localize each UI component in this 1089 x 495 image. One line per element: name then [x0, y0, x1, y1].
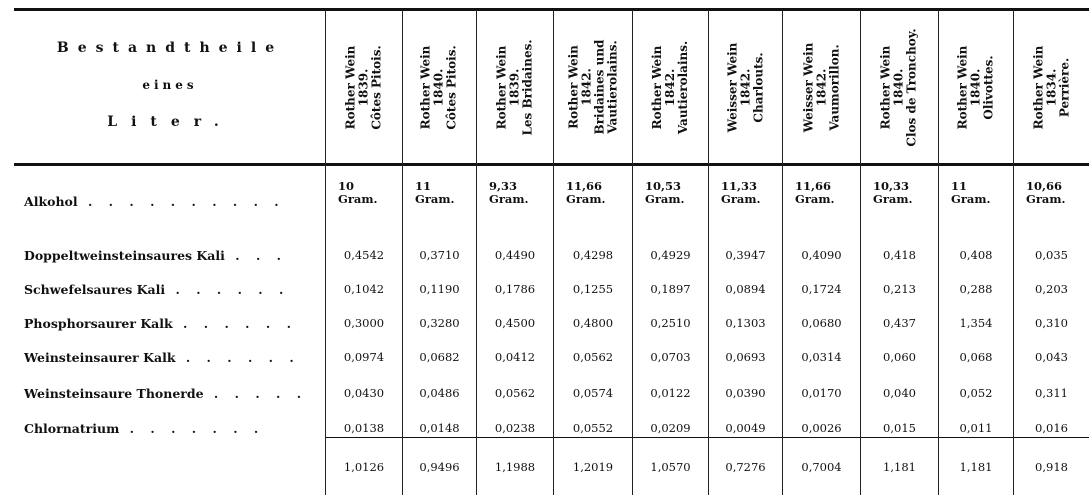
- column-header-line: Rother Wein: [879, 45, 894, 129]
- table-total-cell: 0,7276: [725, 460, 766, 474]
- table-cell: 0,0122: [650, 386, 691, 400]
- row-label: Weinsteinsaurer Kalk . . . . . .: [24, 350, 300, 365]
- table-cell: 0,011: [959, 421, 993, 435]
- table-cell: 0,4929: [650, 248, 691, 262]
- table-cell: 0,4090: [801, 248, 842, 262]
- table-cell: 0,310: [1035, 316, 1068, 330]
- table-cell: 0,4490: [494, 248, 536, 262]
- table-cell: 0,0209: [650, 421, 691, 435]
- table-cell: 0,3710: [419, 248, 460, 262]
- column-header: [554, 12, 632, 162]
- row-label: Schwefelsaures Kali . . . . . .: [24, 282, 290, 297]
- table-cell: 11,33 Gram.: [721, 179, 761, 206]
- table-cell: 0,437: [883, 316, 916, 330]
- table-cell: 0,288: [959, 282, 993, 296]
- column-header-line: Côtes Pitois.: [445, 44, 460, 130]
- table-cell: 0,068: [959, 350, 993, 364]
- totals-rule: [325, 437, 1089, 438]
- table-cell: 0,060: [883, 350, 916, 364]
- table-cell: 0,0314: [801, 350, 842, 364]
- header-label-line1: Bestandtheile: [56, 40, 284, 56]
- table-cell: 11 Gram.: [951, 179, 991, 206]
- column-header-line: Vautierolains.: [605, 40, 620, 134]
- table-total-cell: 1,181: [959, 460, 993, 474]
- table-cell: 0,0974: [343, 350, 385, 364]
- column-header-line: 1842.: [579, 68, 594, 106]
- table-cell: 0,1190: [419, 282, 460, 296]
- row-label: Chlornatrium . . . . . . .: [24, 421, 265, 436]
- table-cell: 0,0148: [419, 421, 460, 435]
- column-header-line: Rother Wein: [419, 45, 434, 129]
- table-cell: 0,0574: [572, 386, 614, 400]
- column-header: [709, 12, 782, 162]
- table-cell: 0,0562: [572, 350, 614, 364]
- table-cell: 0,2510: [650, 316, 691, 330]
- table-cell: 0,0693: [725, 350, 766, 364]
- column-header-line: Côtes Pitois.: [369, 44, 384, 130]
- column-header-line: 1842.: [738, 68, 753, 106]
- column-header-line: 1840.: [968, 68, 983, 106]
- row-label: Weinsteinsaure Thonerde . . . . .: [24, 386, 308, 401]
- table-cell: 10,53 Gram.: [645, 179, 685, 206]
- table-cell: 11,66 Gram.: [795, 179, 835, 206]
- table-cell: 0,040: [883, 386, 916, 400]
- table-cell: 0,1897: [650, 282, 691, 296]
- table-cell: 0,1255: [572, 282, 614, 296]
- column-header-line: Rother Wein: [494, 45, 509, 129]
- table-cell: 0,1786: [494, 282, 536, 296]
- table-cell: 10,33 Gram.: [873, 179, 913, 206]
- table-total-cell: 0,7004: [801, 460, 842, 474]
- table-cell: 0,0680: [801, 316, 842, 330]
- table-cell: 0,043: [1035, 350, 1068, 364]
- table-total-cell: 1,0570: [650, 460, 691, 474]
- table-cell: 0,0562: [494, 386, 536, 400]
- table-cell: 0,0430: [343, 386, 385, 400]
- column-header: [1014, 12, 1089, 162]
- column-header-line: 1839.: [507, 68, 522, 106]
- table-total-cell: 1,0126: [343, 460, 385, 474]
- column-header-line: 1839.: [356, 68, 371, 106]
- table-cell: 0,3280: [419, 316, 460, 330]
- column-header-line: Charlouts.: [751, 51, 766, 123]
- column-header-line: 1842.: [814, 68, 829, 106]
- column-header-line: 1842.: [663, 68, 678, 106]
- header-label-line3: Liter.: [107, 114, 233, 130]
- table-cell: 0,0682: [419, 350, 460, 364]
- column-header-line: Rother Wein: [1031, 45, 1046, 129]
- table-cell: 0,016: [1035, 421, 1068, 435]
- table-cell: 11 Gram.: [415, 179, 455, 206]
- column-header-line: 1834.: [1044, 68, 1059, 106]
- table-cell: 0,0894: [725, 282, 766, 296]
- table-cell: 0,0703: [650, 350, 691, 364]
- table-cell: 0,0049: [725, 421, 766, 435]
- column-header-line: Rother Wein: [566, 45, 581, 129]
- table-cell: 0,0390: [725, 386, 766, 400]
- table-cell: 0,1724: [801, 282, 842, 296]
- table-cell: 0,052: [959, 386, 993, 400]
- column-header-line: 1840.: [432, 68, 447, 106]
- column-header-line: Weisser Wein: [725, 42, 740, 132]
- table-cell: 9,33 Gram.: [489, 179, 529, 206]
- column-header-line: Vautierolains.: [676, 40, 691, 134]
- top-rule: [14, 8, 1089, 11]
- table-cell: 0,4500: [494, 316, 536, 330]
- table-total-cell: 0,9496: [419, 460, 460, 474]
- table-total-cell: 0,918: [1035, 460, 1068, 474]
- table-total-cell: 1,181: [883, 460, 916, 474]
- table-cell: 0,203: [1035, 282, 1068, 296]
- column-header: [326, 12, 402, 162]
- row-label: Alkohol . . . . . . . . . .: [24, 194, 285, 209]
- column-header: [783, 12, 860, 162]
- column-header-line: Perrière.: [1057, 57, 1072, 117]
- table-cell: 0,0486: [419, 386, 460, 400]
- column-header-line: Les Bridaines.: [520, 38, 535, 136]
- column-header: [861, 12, 938, 162]
- table-total-cell: 1,1988: [494, 460, 536, 474]
- table-cell: 0,3947: [725, 248, 766, 262]
- table-cell: 0,0026: [801, 421, 842, 435]
- header-label-line2: eines: [142, 78, 198, 92]
- table-cell: 10 Gram.: [338, 179, 378, 206]
- table-cell: 0,0238: [494, 421, 536, 435]
- column-header: [633, 12, 708, 162]
- table-cell: 0,4542: [343, 248, 385, 262]
- column-header-line: Vaumorillon.: [827, 43, 842, 131]
- column-header-line: Clos de Tronchoy.: [905, 27, 920, 147]
- table-cell: 0,1303: [725, 316, 766, 330]
- column-header-line: Rother Wein: [650, 45, 665, 129]
- table-cell: 0,4800: [572, 316, 614, 330]
- column-header: [403, 12, 476, 162]
- row-label: Doppeltweinsteinsaures Kali . . .: [24, 248, 288, 263]
- column-header-line: 1840.: [892, 68, 907, 106]
- table-cell: 1,354: [959, 316, 993, 330]
- column-header-line: Bridaines und: [592, 39, 607, 135]
- table-cell: 0,1042: [343, 282, 385, 296]
- column-header-line: Weisser Wein: [801, 42, 816, 132]
- header-bottom-rule: [14, 163, 1089, 166]
- table-cell: 0,213: [883, 282, 916, 296]
- column-header-line: Rother Wein: [343, 45, 358, 129]
- table-header-label: [20, 40, 320, 152]
- column-header-line: Olivottes.: [981, 54, 996, 120]
- table-cell: 11,66 Gram.: [566, 179, 606, 206]
- column-header: [939, 12, 1013, 162]
- table-total-cell: 1,2019: [572, 460, 614, 474]
- table-cell: 0,0412: [494, 350, 536, 364]
- column-header: [477, 12, 553, 162]
- row-label: Phosphorsaurer Kalk . . . . . .: [24, 316, 297, 331]
- table-cell: 0,3000: [343, 316, 385, 330]
- table-cell: 0,4298: [572, 248, 614, 262]
- table-cell: 0,0170: [801, 386, 842, 400]
- table-cell: 0,408: [959, 248, 993, 262]
- table-cell: 0,0138: [343, 421, 385, 435]
- table-cell: 0,0552: [572, 421, 614, 435]
- table-cell: 0,418: [883, 248, 916, 262]
- table-cell: 0,035: [1035, 248, 1068, 262]
- column-header-line: Rother Wein: [955, 45, 970, 129]
- table-cell: 10,66 Gram.: [1026, 179, 1066, 206]
- table-cell: 0,015: [883, 421, 916, 435]
- table-cell: 0,311: [1035, 386, 1068, 400]
